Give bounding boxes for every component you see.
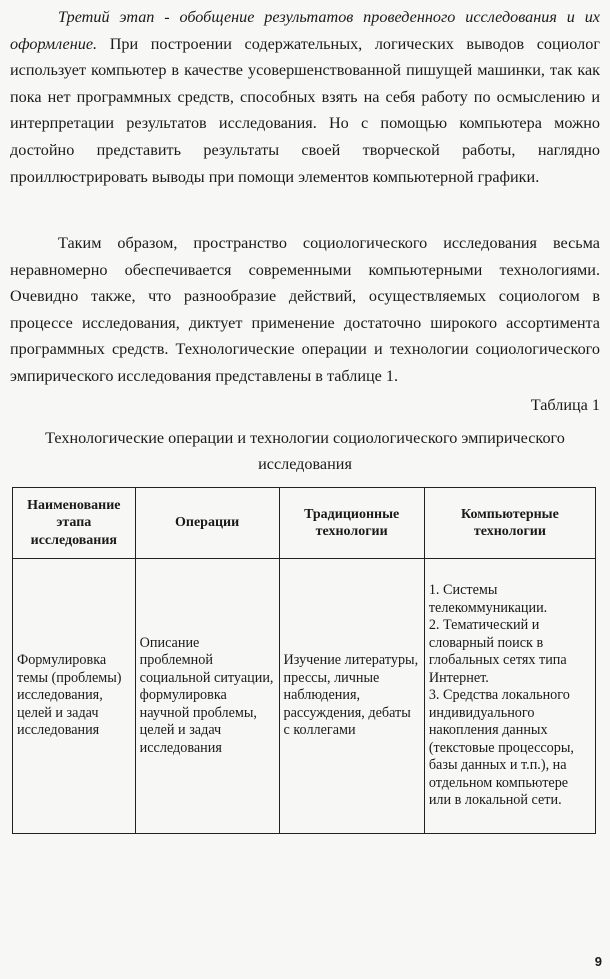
paragraph-summary: Таким образом, пространство социологического исследования весьма неравномерно обеспечивается современными компьютерными технологиями. Очевидно также, что разнообразие действий, осуществляемых социологом в процессе исследования, диктует применение достаточно широкого ассортимента программных средств. Технологические операции и технологии социологического эмпирического исследования представлены в таблице 1. [10,234,600,385]
table-row [13,559,596,834]
italic-lead: Третий этап - обобщение результатов проведенного исследования и их оформление. [10,8,600,53]
cell-operations: Описание проблемной социальной ситуации, формулировка научной проблемы, целей и задач исследования [135,559,279,834]
technology-table [12,487,596,834]
paragraph-body: При построении содержательных, логических выводов социолог использует компьютер в качестве усовершенствованной пишущей машинки, так как пока нет программных средств, способных взять на себя работу по осмыслению и интерпретации результатов исследования. Но с помощью компьютера можно достойно представить результаты своей творческой работы, наглядно проиллюстрировать выводы при помощи элементов компьютерной графики. [10,34,600,186]
table-caption: Таблица 1 [530,396,600,414]
table-header-row [13,488,596,559]
cell-computer: 1. Системы телекоммуникации. 2. Тематический и словарный поиск в глобальных сетях типа Интернет. 3. Средства локального индивидуального накопления данных (текстовые процессоры, базы данных и т.п.), на отдельном компьютере или в локальной сети. [424,559,595,834]
header-stage: Наименование этапа исследования [13,488,136,559]
header-operations: Операции [135,488,279,559]
paragraph-stage-three [10,4,600,190]
page-number: 9 [594,954,602,969]
cell-traditional: Изучение литературы, прессы, личные наблюдения, рассуждения, дебаты с коллегами [279,559,424,834]
table-title: Технологические операции и технологии социологического эмпирического исследования [45,429,565,473]
cell-stage: Формулировка темы (проблемы) исследования, целей и задач исследования [13,559,136,834]
header-computer: Компьютерные технологии [424,488,595,559]
header-traditional: Традиционные технологии [279,488,424,559]
